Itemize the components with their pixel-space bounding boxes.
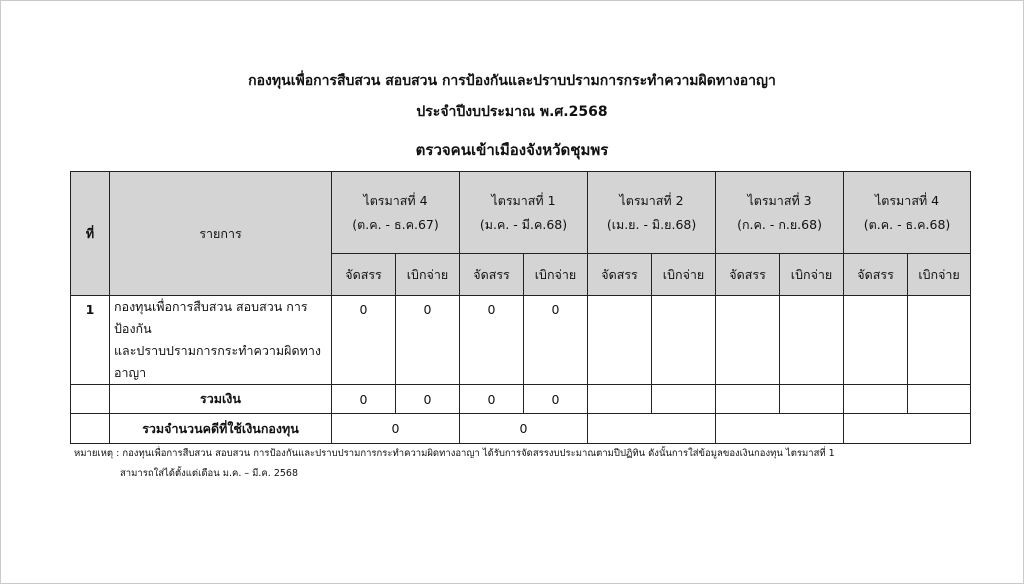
cases-cell [588, 414, 716, 444]
value-cell: 0 [460, 385, 524, 414]
fiscal-year-subtitle: ประจำปีงบประมาณ พ.ศ.2568 [416, 104, 608, 120]
total-label: รวมเงิน [110, 385, 332, 414]
value-cell [780, 296, 844, 385]
office-subtitle: ตรวจคนเข้าเมืองจังหวัดชุมพร [415, 141, 609, 159]
value-cell: 0 [332, 296, 396, 385]
header-disburse: เบิกจ่าย [652, 254, 716, 296]
quarter-range: (ต.ค. - ธ.ค.67) [352, 216, 439, 232]
value-cell: 0 [460, 296, 524, 385]
row-item [110, 296, 332, 385]
header-disburse: เบิกจ่าย [908, 254, 971, 296]
quarter-range: (ก.ค. - ก.ย.68) [737, 216, 822, 232]
value-cell [588, 385, 652, 414]
value-cell [908, 385, 971, 414]
total-row [71, 385, 971, 414]
quarter-name: ไตรมาสที่ 4 [874, 192, 940, 208]
value-cell [844, 385, 908, 414]
header-quarter [332, 172, 460, 254]
header-quarter [716, 172, 844, 254]
header-alloc: จัดสรร [460, 254, 524, 296]
row-item-line: และปราบปรามการกระทำความผิดทางอาญา [114, 343, 321, 380]
header-disburse: เบิกจ่าย [780, 254, 844, 296]
value-cell: 0 [396, 296, 460, 385]
value-cell: 0 [524, 385, 588, 414]
header-alloc: จัดสรร [844, 254, 908, 296]
value-cell [652, 296, 716, 385]
quarter-name: ไตรมาสที่ 4 [363, 192, 428, 208]
quarter-name: ไตรมาสที่ 2 [619, 192, 684, 208]
cases-cell: 0 [332, 414, 460, 444]
value-cell: 0 [524, 296, 588, 385]
header-quarter [844, 172, 971, 254]
quarter-range: (ต.ค. - ธ.ค.68) [863, 216, 951, 232]
table-row [71, 296, 971, 385]
value-cell [716, 385, 780, 414]
header-alloc: จัดสรร [588, 254, 652, 296]
header-disburse: เบิกจ่าย [524, 254, 588, 296]
value-cell [908, 296, 971, 385]
header-alloc: จัดสรร [716, 254, 780, 296]
row-number: 1 [71, 296, 110, 385]
value-cell [588, 296, 652, 385]
value-cell [844, 296, 908, 385]
cases-label: รวมจำนวนคดีที่ใช้เงินกองทุน [110, 414, 332, 444]
header-disburse: เบิกจ่าย [396, 254, 460, 296]
cases-cell: 0 [460, 414, 588, 444]
cases-row [71, 414, 971, 444]
value-cell [716, 296, 780, 385]
header-item: รายการ [110, 172, 332, 296]
row-number [71, 385, 110, 414]
fund-table [70, 171, 971, 444]
note-line: หมายเหตุ : กองทุนเพื่อการสืบสวน สอบสวน การป้องกันและปราบปรามการกระทำความผิดทางอาญา ได้รับการจัดสรรงบประมาณตามปีปฏิทิน ดังนั้นการใส่ข้อมูลของเงินกองทุน ไตรมาสที่ 1 [74, 448, 835, 459]
quarter-range: (เม.ย. - มิ.ย.68) [606, 216, 697, 232]
quarter-name: ไตรมาสที่ 3 [747, 192, 812, 208]
header-alloc: จัดสรร [332, 254, 396, 296]
note-line: สามารถใส่ได้ตั้งแต่เดือน ม.ค. – มี.ค. 2568 [120, 468, 299, 479]
value-cell [652, 385, 716, 414]
cases-cell [716, 414, 844, 444]
quarter-name: ไตรมาสที่ 1 [491, 192, 556, 208]
header-row-quarters [71, 172, 971, 254]
value-cell: 0 [396, 385, 460, 414]
header-quarter [588, 172, 716, 254]
report-title: กองทุนเพื่อการสืบสวน สอบสวน การป้องกันและปราบปรามการกระทำความผิดทางอาญา [248, 73, 776, 89]
value-cell: 0 [332, 385, 396, 414]
quarter-range: (ม.ค. - มี.ค.68) [479, 216, 568, 232]
header-no: ที่ [71, 172, 110, 296]
cases-cell [844, 414, 971, 444]
row-number [71, 414, 110, 444]
value-cell [780, 385, 844, 414]
row-item-line: กองทุนเพื่อการสืบสวน สอบสวน การป้องกัน [114, 299, 308, 336]
header-quarter [460, 172, 588, 254]
